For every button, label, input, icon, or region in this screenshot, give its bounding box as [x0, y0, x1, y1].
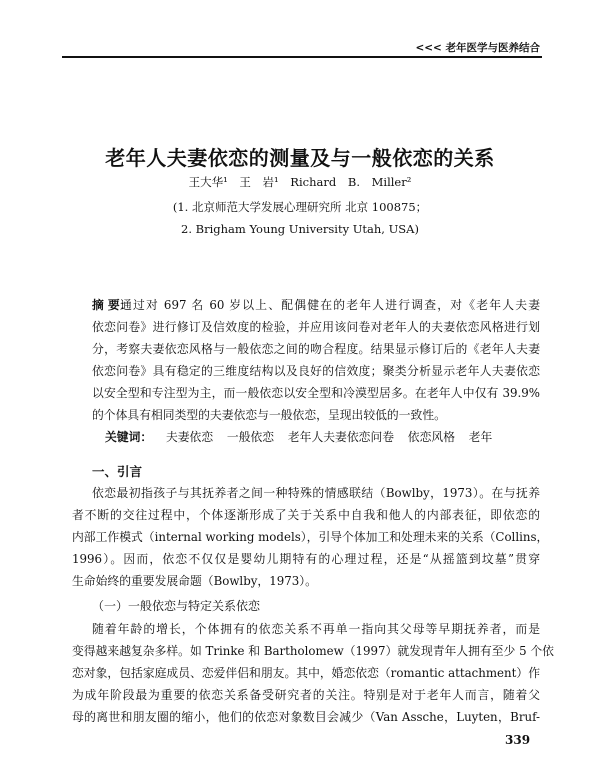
- subsection-heading: （一）一般依恋与特定关系依恋: [92, 599, 261, 613]
- affiliation-1: (1. 北京师范大学发展心理研究所 北京 100875；: [172, 200, 428, 214]
- section-heading: 一、引言: [92, 464, 143, 479]
- affiliation-2: 2. Brigham Young University Utah, USA): [181, 222, 419, 236]
- keyword: 老年: [468, 430, 493, 444]
- keyword: 一般依恋: [226, 430, 275, 444]
- header-rule: [62, 56, 542, 58]
- abstract-line: 以安全型和专注型为主，而一般依恋以安全型和冷漠型居多。在老年人中仅有 39.9%: [92, 386, 540, 400]
- abstract-line: 依恋问卷》进行修订及信效度的检验，并应用该问卷对老年人的夫妻依恋风格进行划: [92, 320, 540, 334]
- body-line: 母的离世和朋友圈的缩小，他们的依恋对象数目会减少（Van Assche，Luyten，Bruf-: [72, 710, 540, 724]
- body-line: 1996）。因而，依恋不仅仅是婴幼儿期特有的心理过程，还是“从摇篮到坟墓”贯穿: [72, 552, 540, 566]
- body-line: 为成年阶段最为重要的依恋关系备受研究者的关注。特别是对于老年人而言，随着父: [72, 688, 540, 702]
- abstract-line: 通过对 697 名 60 岁以上、配偶健在的老年人进行调查，对《老年人夫妻: [120, 298, 540, 312]
- body-line: 变得越来越复杂多样。如 Trinke 和 Bartholomew（1997）就发现青年人拥有至少 5 个依: [72, 644, 554, 658]
- body-line: 者不断的交往过程中，个体逐渐形成了关于关系中自我和他人的内部表征，即依恋的: [72, 508, 540, 522]
- abstract-line: 依恋问卷》具有稳定的三维度结构以及良好的信效度；聚类分析显示老年人夫妻依恋: [92, 364, 540, 378]
- keyword: 老年人夫妻依恋问卷: [287, 430, 395, 444]
- body-line: 依恋最初指孩子与其抚养者之间一种特殊的情感联结（Bowlby，1973）。在与抚养: [92, 486, 540, 500]
- body-line: 恋对象，包括家庭成员、恋爱伴侣和朋友。其中，婚恋依恋（romantic attachment）作: [72, 666, 540, 680]
- abstract-line: 分，考察夫妻依恋风格与一般依恋之间的吻合程度。结果显示修订后的《老年人夫妻: [92, 342, 540, 356]
- body-line: 生命始终的重要发展命题（Bowlby，1973）。: [72, 574, 317, 588]
- page-number: 339: [505, 733, 531, 747]
- abstract-label: 摘 要：: [92, 298, 132, 312]
- keywords: [105, 428, 492, 445]
- abstract-line: 的个体具有相同类型的夫妻依恋与一般依恋，呈现出较低的一致性。: [92, 408, 446, 422]
- authors: 王大华¹ 王 岩¹ Richard B. Miller²: [188, 175, 412, 189]
- keyword: 夫妻依恋: [165, 430, 214, 444]
- keyword: 依恋风格: [407, 430, 455, 444]
- body-line: 随着年龄的增长，个体拥有的依恋关系不再单一指向其父母等早期抚养者，而是: [92, 622, 540, 636]
- body-line: 内部工作模式（internal working models），引导个体加工和处理未来的关系（Collins，: [72, 530, 549, 544]
- running-header: <<< 老年医学与医养结合: [415, 42, 540, 54]
- article-title: 老年人夫妻依恋的测量及与一般依恋的关系: [105, 146, 495, 170]
- keywords-label: 关键词：: [105, 430, 153, 444]
